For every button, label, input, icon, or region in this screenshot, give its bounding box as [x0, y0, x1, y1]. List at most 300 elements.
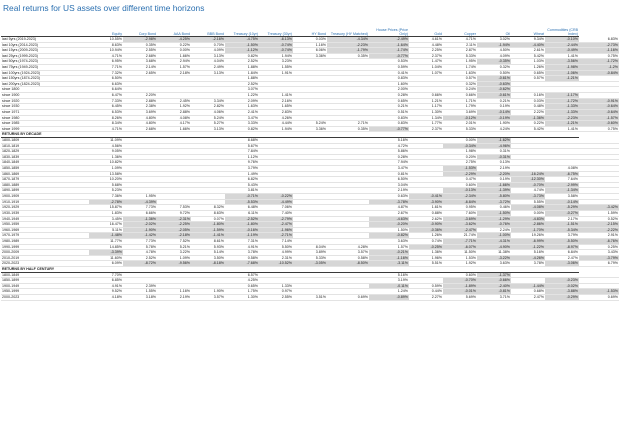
table-cell: -2.23%: [327, 42, 369, 48]
table-cell: 4.56%: [89, 143, 123, 149]
table-cell: 1.47%: [409, 59, 443, 65]
table-cell: 1.36%: [409, 250, 443, 256]
row-label: 1820-1829: [1, 149, 89, 155]
table-cell: 2.49%: [191, 65, 225, 71]
table-cell: 1.91%: [259, 70, 293, 76]
row-label: 2000-2009: [1, 250, 89, 256]
table-cell: -8.72%: [123, 261, 157, 267]
table-cell: 10.82%: [89, 160, 123, 166]
table-cell: 5.69%: [443, 295, 477, 301]
table-cell: 0.44%: [409, 289, 443, 295]
table-cell: -3.39%: [89, 250, 123, 256]
table-cell: 16.47%: [89, 222, 123, 228]
table-cell: 1.88%: [225, 76, 259, 82]
table-cell: -1.74%: [369, 48, 409, 54]
table-cell: 3.18%: [123, 295, 157, 301]
table-cell: 5.16%: [511, 250, 545, 256]
table-cell: 2.01%: [443, 121, 477, 127]
table-cell: -2.98%: [123, 37, 157, 43]
row-label: 1970-1979: [1, 233, 89, 239]
table-cell: -3.11%: [369, 261, 409, 267]
table-cell: 0.95%: [443, 205, 477, 211]
table-cell: 2.52%: [225, 59, 259, 65]
table-cell: 9.76%: [225, 160, 259, 166]
table-cell: 14.85%: [89, 244, 123, 250]
table-cell: 2.16%: [259, 98, 293, 104]
column-header: Treasury (10yr): [225, 18, 259, 37]
table-cell: -5.80%: [477, 194, 511, 200]
table-cell: 0.57%: [443, 76, 477, 82]
table-cell: 1.49%: [225, 171, 259, 177]
table-cell: -5.50%: [545, 238, 579, 244]
table-cell: 1.90%: [191, 289, 225, 295]
row-label: 1960-1969: [1, 227, 89, 233]
table-cell: -1.62%: [477, 137, 511, 143]
table-cell: 2.68%: [123, 53, 157, 59]
table-cell: 5.68%: [89, 182, 123, 188]
header-row: [1, 18, 619, 37]
table-cell: -0.21%: [369, 250, 409, 256]
table-cell: 2.61%: [511, 48, 545, 54]
table-cell: -1.59%: [191, 227, 225, 233]
table-cell: 1.12%: [225, 154, 259, 160]
row-label: since 1900: [1, 93, 89, 99]
table-cell: 0.35%: [327, 53, 369, 59]
table-cell: 6.06%: [293, 48, 327, 54]
column-header: Wheat: [511, 18, 545, 37]
table-cell: -0.82%: [369, 233, 409, 239]
table-cell: 2.25%: [409, 48, 443, 54]
column-header: Gold: [409, 18, 443, 37]
table-cell: 6.53%: [89, 109, 123, 115]
row-label: last 5yrs (2019-2023): [1, 37, 89, 43]
table-cell: 3.51%: [293, 295, 327, 301]
table-cell: -3.73%: [511, 194, 545, 200]
table-cell: 3.69%: [123, 109, 157, 115]
table-cell: 1.63%: [225, 104, 259, 110]
table-cell: 0.03%: [511, 98, 545, 104]
table-cell: 2.47%: [511, 295, 545, 301]
table-cell: 1.63%: [443, 70, 477, 76]
row-label: 1880-1889: [1, 182, 89, 188]
table-cell: 6.79%: [579, 261, 619, 267]
table-cell: 1.66%: [157, 53, 191, 59]
table-cell: -0.25%: [409, 244, 443, 250]
table-cell: 2.37%: [409, 126, 443, 132]
table-cell: 1.83%: [89, 210, 123, 216]
table-cell: 8.63%: [191, 210, 225, 216]
row-label: last 75yrs (1949-2023): [1, 65, 89, 71]
row-label: last 200yrs (1824-2023): [1, 81, 89, 87]
table-cell: 4.09%: [477, 53, 511, 59]
table-cell: -0.66%: [477, 278, 511, 284]
table-cell: -6.76%: [579, 238, 619, 244]
row-label: last 100yrs (1924-2023): [1, 70, 89, 76]
column-header: HY Bond: [293, 18, 327, 37]
table-cell: -1.66%: [477, 182, 511, 188]
table-cell: -1.16%: [579, 48, 619, 54]
table-cell: -2.15%: [579, 222, 619, 228]
table-cell: 1.33%: [259, 283, 293, 289]
table-cell: 0.88%: [409, 210, 443, 216]
table-cell: 1.75%: [225, 289, 259, 295]
table-cell: -0.12%: [443, 115, 477, 121]
table-cell: -0.19%: [477, 115, 511, 121]
table-cell: 1.79%: [443, 104, 477, 110]
table-cell: -1.34%: [545, 188, 579, 194]
table-cell: 2.94%: [157, 59, 191, 65]
table-cell: 1.95%: [443, 59, 477, 65]
table-cell: 11.38%: [477, 250, 511, 256]
table-cell: -3.05%: [293, 261, 327, 267]
table-cell: 3.45%: [89, 216, 123, 222]
table-cell: 5.50%: [259, 244, 293, 250]
table-cell: 2.19%: [369, 188, 409, 194]
table-cell: 9.34%: [511, 37, 545, 43]
table-cell: -3.56%: [545, 59, 579, 65]
table-cell: 0.16%: [511, 93, 545, 99]
table-cell: 2.62%: [409, 216, 443, 222]
table-cell: -0.16%: [225, 227, 259, 233]
table-cell: 2.31%: [259, 255, 293, 261]
table-cell: 0.25%: [579, 244, 619, 250]
row-label: 1870-1879: [1, 177, 89, 183]
table-cell: 2.65%: [123, 70, 157, 76]
table-cell: 8.04%: [293, 244, 327, 250]
row-label: last 150yrs (1874-2023): [1, 76, 89, 82]
table-cell: 2.22%: [511, 109, 545, 115]
table-cell: 3.07%: [225, 87, 259, 93]
table-cell: 0.83%: [369, 115, 409, 121]
table-cell: 5.14%: [191, 250, 225, 256]
table-cell: 4.80%: [123, 121, 157, 127]
table-cell: 0.53%: [369, 59, 409, 65]
table-cell: -8.50%: [327, 261, 369, 267]
table-cell: 1.57%: [369, 244, 409, 250]
table-cell: -2.86%: [511, 222, 545, 228]
table-cell: -1.80%: [225, 222, 259, 228]
column-header: Equity: [89, 18, 123, 37]
table-cell: -4.40%: [511, 42, 545, 48]
table-cell: 2.18%: [157, 70, 191, 76]
table-cell: -6.75%: [545, 171, 579, 177]
table-cell: -2.34%: [443, 194, 477, 200]
table-cell: 0.69%: [327, 295, 369, 301]
table-cell: 3.63%: [369, 238, 409, 244]
row-label: 1910-1919: [1, 199, 89, 205]
row-label: 1860-1869: [1, 171, 89, 177]
table-cell: -0.36%: [409, 227, 443, 233]
table-cell: 4.48%: [409, 42, 443, 48]
table-cell: -3.22%: [477, 255, 511, 261]
column-header: Commodities (CRB Index): [545, 18, 579, 37]
table-cell: 4.99%: [259, 250, 293, 256]
table-cell: -1.33%: [545, 109, 579, 115]
table-cell: -1.12%: [225, 48, 259, 54]
table-cell: 2.11%: [443, 42, 477, 48]
table-cell: 2.37%: [409, 53, 443, 59]
table-cell: 0.65%: [225, 283, 259, 289]
table-cell: 4.04%: [191, 59, 225, 65]
table-cell: -1.53%: [579, 289, 619, 295]
table-cell: -4.49%: [259, 199, 293, 205]
table-cell: 1.94%: [259, 126, 293, 132]
table-cell: 1.30%: [409, 109, 443, 115]
table-cell: 0.32%: [443, 81, 477, 87]
table-cell: -4.63%: [369, 216, 409, 222]
table-cell: 1.41%: [259, 93, 293, 99]
table-cell: 2.75%: [443, 160, 477, 166]
table-cell: 5.51%: [409, 261, 443, 267]
table-cell: -1.94%: [477, 42, 511, 48]
row-label: 1930-1939: [1, 210, 89, 216]
table-cell: -0.14%: [477, 109, 511, 115]
table-cell: -0.64%: [579, 104, 619, 110]
row-label: since 1800: [1, 87, 89, 93]
table-cell: 2.24%: [477, 227, 511, 233]
table-cell: -0.13%: [443, 188, 477, 194]
table-cell: 0.68%: [511, 289, 545, 295]
table-cell: -1.36%: [123, 216, 157, 222]
table-cell: 2.14%: [123, 65, 157, 71]
table-cell: -3.90%: [409, 199, 443, 205]
table-cell: 1.21%: [409, 98, 443, 104]
table-cell: 7.73%: [123, 205, 157, 211]
table-cell: -8.97%: [545, 244, 579, 250]
table-cell: 11.09%: [89, 137, 123, 143]
table-cell: -6.07%: [443, 244, 477, 250]
table-cell: -2.79%: [259, 216, 293, 222]
row-label: since 1920: [1, 98, 89, 104]
table-cell: 2.27%: [409, 295, 443, 301]
row-label: since 1980: [1, 115, 89, 121]
table-cell: 6.84%: [545, 250, 579, 256]
table-cell: 1.66%: [157, 126, 191, 132]
table-cell: 6.66%: [123, 210, 157, 216]
table-cell: 1.41%: [545, 53, 579, 59]
table-cell: 10.20%: [89, 177, 123, 183]
table-cell: 0.75%: [579, 126, 619, 132]
table-cell: 5.33%: [443, 126, 477, 132]
table-cell: -2.47%: [443, 227, 477, 233]
table-cell: 2.39%: [123, 283, 157, 289]
table-cell: 9.52%: [89, 289, 123, 295]
table-cell: 3.36%: [293, 126, 327, 132]
row-label: 1830-1839: [1, 154, 89, 160]
table-cell: 3.23%: [259, 59, 293, 65]
row-label: 1950-1999: [1, 289, 89, 295]
table-cell: 1.53%: [443, 255, 477, 261]
table-cell: 7.52%: [157, 238, 191, 244]
table-cell: 2.52%: [225, 81, 259, 87]
table-cell: 0.60%: [443, 272, 477, 278]
table-cell: -4.31%: [477, 238, 511, 244]
table-cell: 4.18%: [89, 295, 123, 301]
table-cell: 2.38%: [123, 104, 157, 110]
row-label: 1920-1929: [1, 205, 89, 211]
table-cell: 4.91%: [89, 283, 123, 289]
column-header: Corp Bond: [123, 18, 157, 37]
table-cell: 7.60%: [443, 210, 477, 216]
table-cell: -0.84%: [579, 70, 619, 76]
table-cell: 21.74%: [443, 233, 477, 239]
table-cell: 4.24%: [477, 126, 511, 132]
table-cell: 3.58%: [545, 194, 579, 200]
table-cell: 4.72%: [369, 143, 409, 149]
table-cell: 5.67%: [225, 143, 259, 149]
table-cell: 3.47%: [369, 166, 409, 172]
table-cell: 3.57%: [327, 250, 369, 256]
table-cell: -1.44%: [511, 283, 545, 289]
table-cell: 1.59%: [579, 210, 619, 216]
table-cell: 6.11%: [225, 210, 259, 216]
row-label: last 10yrs (2014-2023): [1, 42, 89, 48]
table-cell: 5.93%: [191, 244, 225, 250]
table-cell: 3.43%: [579, 250, 619, 256]
table-cell: 1.98%: [443, 149, 477, 155]
table-cell: 8.34%: [89, 121, 123, 127]
table-cell: 1.17%: [409, 104, 443, 110]
table-cell: -1.98%: [545, 65, 579, 71]
table-cell: -1.51%: [545, 222, 579, 228]
table-cell: -4.08%: [511, 205, 545, 211]
table-cell: -1.64%: [369, 42, 409, 48]
table-cell: 4.91%: [225, 244, 259, 250]
table-cell: -4.96%: [477, 143, 511, 149]
column-header: House Prices (Price Only): [369, 18, 409, 37]
table-cell: -1.50%: [225, 42, 259, 48]
table-cell: -1.2%: [579, 65, 619, 71]
table-cell: 2.83%: [259, 109, 293, 115]
table-cell: 3.79%: [545, 233, 579, 239]
table-cell: 4.61%: [409, 37, 443, 43]
table-cell: 7.36%: [89, 194, 123, 200]
table-cell: -1.00%: [477, 233, 511, 239]
table-cell: 0.03%: [293, 37, 327, 43]
table-cell: 0.52%: [579, 216, 619, 222]
table-cell: 0.00%: [157, 48, 191, 54]
table-cell: -1.53%: [443, 166, 477, 172]
table-cell: -1.72%: [545, 98, 579, 104]
table-cell: 1.30%: [225, 295, 259, 301]
table-cell: 4.71%: [443, 37, 477, 43]
table-cell: 0.28%: [369, 154, 409, 160]
table-cell: 0.81%: [369, 171, 409, 177]
table-cell: 3.79%: [225, 166, 259, 172]
table-cell: -9.56%: [157, 261, 191, 267]
table-cell: 1.60%: [369, 81, 409, 87]
table-cell: 6.09%: [89, 261, 123, 267]
table-cell: -1.72%: [579, 59, 619, 65]
table-cell: 1.77%: [409, 121, 443, 127]
table-cell: 2.91%: [579, 233, 619, 239]
table-cell: -0.31%: [477, 154, 511, 160]
row-label: 1990-1999: [1, 244, 89, 250]
table-cell: 1.09%: [157, 255, 191, 261]
table-cell: 3.57%: [191, 295, 225, 301]
table-cell: -1.06%: [545, 70, 579, 76]
table-cell: -0.81%: [477, 289, 511, 295]
table-cell: -0.14%: [545, 199, 579, 205]
table-cell: 3.78%: [225, 250, 259, 256]
table-cell: 0.13%: [477, 160, 511, 166]
table-cell: -3.06%: [545, 261, 579, 267]
table-cell: -2.02%: [123, 222, 157, 228]
table-cell: -0.77%: [369, 53, 409, 59]
table-cell: 7.53%: [157, 205, 191, 211]
row-label: last 15yrs (2009-2023): [1, 48, 89, 54]
table-cell: 9.72%: [157, 210, 191, 216]
table-cell: 2.87%: [443, 48, 477, 54]
table-cell: 2.55%: [259, 295, 293, 301]
table-cell: -2.40%: [477, 283, 511, 289]
table-cell: 3.19%: [369, 278, 409, 284]
column-header: BBB Bond: [191, 18, 225, 37]
table-cell: -16.24%: [511, 171, 545, 177]
table-cell: -1.41%: [191, 233, 225, 239]
table-cell: -0.61%: [477, 76, 511, 82]
table-cell: 5.78%: [123, 244, 157, 250]
table-cell: -3.78%: [369, 199, 409, 205]
table-cell: -0.71%: [225, 194, 259, 200]
table-cell: 4.78%: [123, 250, 157, 256]
table-cell: 0.66%: [409, 93, 443, 99]
table-cell: 5.16%: [369, 272, 409, 278]
table-cell: 1.74%: [443, 65, 477, 71]
table-cell: 0.97%: [259, 289, 293, 295]
table-cell: 3.71%: [477, 295, 511, 301]
table-cell: 1.92%: [157, 104, 191, 110]
table-cell: -3.69%: [443, 216, 477, 222]
table-cell: 1.65%: [259, 104, 293, 110]
table-cell: 13.58%: [89, 171, 123, 177]
table-cell: -7.68%: [225, 261, 259, 267]
table-cell: -8.18%: [191, 261, 225, 267]
row-label: 1980-1989: [1, 238, 89, 244]
table-cell: -1.16%: [369, 255, 409, 261]
table-cell: 0.75%: [579, 53, 619, 59]
table-cell: 0.32%: [477, 65, 511, 71]
table-cell: 2.41%: [225, 109, 259, 115]
table-cell: 6.63%: [89, 81, 123, 87]
table-cell: 0.83%: [369, 121, 409, 127]
table-cell: -0.61%: [477, 93, 511, 99]
table-cell: -4.26%: [511, 255, 545, 261]
table-cell: 0.69%: [579, 295, 619, 301]
table-cell: -1.33%: [545, 104, 579, 110]
table-cell: 6.50%: [89, 76, 123, 82]
table-cell: -2.52%: [225, 216, 259, 222]
table-cell: 5.24%: [191, 115, 225, 121]
table-cell: 2.67%: [369, 210, 409, 216]
table-cell: 0.46%: [477, 205, 511, 211]
table-cell: 6.85%: [89, 278, 123, 284]
table-cell: 10.55%: [89, 37, 123, 43]
table-cell: 1.16%: [157, 289, 191, 295]
table-cell: -4.83%: [511, 216, 545, 222]
table-cell: 0.65%: [511, 70, 545, 76]
table-cell: 0.41%: [369, 70, 409, 76]
table-cell: -2.31%: [157, 216, 191, 222]
table-cell: -0.89%: [369, 295, 409, 301]
table-cell: 2.19%: [477, 166, 511, 172]
table-cell: 0.47%: [443, 177, 477, 183]
table-cell: 3.22%: [157, 250, 191, 256]
table-cell: 7.73%: [123, 238, 157, 244]
table-cell: 1.95%: [123, 194, 157, 200]
table-cell: 0.35%: [123, 42, 157, 48]
table-cell: -1.89%: [443, 283, 477, 289]
